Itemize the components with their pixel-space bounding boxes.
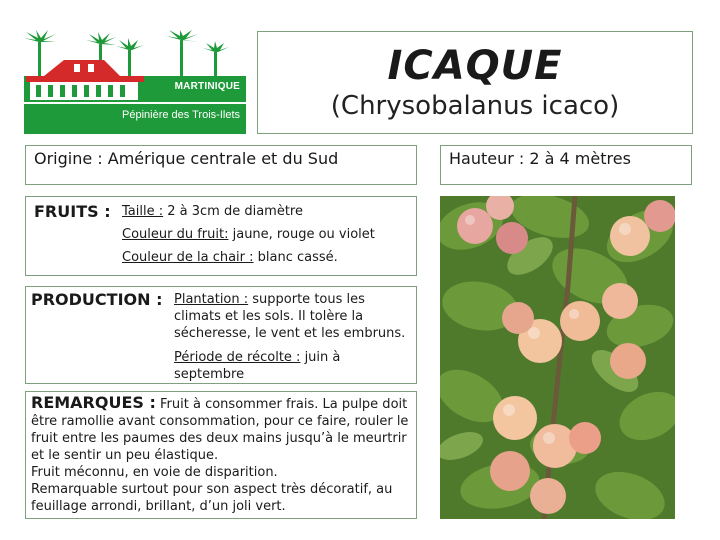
icaque-fruit-photo [440, 196, 675, 519]
nursery-logo [24, 30, 246, 134]
fruit-size-row [122, 200, 375, 223]
harvest-row [174, 349, 410, 383]
origin-box [25, 145, 417, 185]
production-section [25, 286, 417, 384]
fruits-heading: FRUITS : [34, 202, 111, 221]
fruit-color-label: Couleur du fruit: [122, 227, 229, 242]
fruit-color-value: jaune, rouge ou violet [228, 227, 375, 242]
height-text: Hauteur : 2 à 4 mètres [449, 149, 631, 168]
logo-nursery-label: Pépinière des Trois-Ilets [122, 109, 240, 121]
remarks-line-3: Remarquable surtout pour son aspect très décoratif, au feuillage arrondi, brillant, d’un joli vert. [31, 482, 393, 514]
origin-text: Origine : Amérique centrale et du Sud [34, 149, 339, 168]
harvest-value: juin à septembre [174, 350, 341, 382]
fruit-color-row [122, 223, 375, 246]
logo-country-label: MARTINIQUE [174, 81, 240, 92]
title-box [257, 31, 693, 134]
height-box [440, 145, 692, 185]
fruit-size-value: 2 à 3cm de diamètre [163, 204, 303, 219]
remarks-paragraph [31, 394, 411, 464]
remarks-section [25, 391, 417, 519]
planting-row [174, 291, 410, 342]
scientific-name: (Chrysobalanus icaco) [330, 91, 620, 121]
fruit-size-label: Taille : [122, 204, 164, 219]
flesh-color-label: Couleur de la chair : [122, 250, 254, 265]
flesh-color-row [122, 246, 375, 269]
planting-label: Plantation : [174, 292, 249, 307]
production-heading: PRODUCTION : [31, 290, 163, 309]
remarks-line-2: Fruit méconnu, en voie de disparition. [31, 465, 278, 480]
page-title: ICAQUE [387, 43, 563, 89]
remarks-line-1: Fruit à consommer frais. La pulpe doit être ramollie avant consommation, pour ce faire, rouler le fruit entre les paumes des deux mains jusqu’à le meurtrir et le sentir un peu élastique. [31, 397, 409, 463]
remarks-heading: REMARQUES : [31, 393, 156, 412]
fruits-section [25, 196, 417, 276]
harvest-label: Période de récolte : [174, 350, 301, 365]
planting-value: supporte tous les climats et les sols. Il tolère la sécheresse, le vent et les embruns. [174, 292, 406, 341]
flesh-color-value: blanc cassé. [253, 250, 338, 265]
